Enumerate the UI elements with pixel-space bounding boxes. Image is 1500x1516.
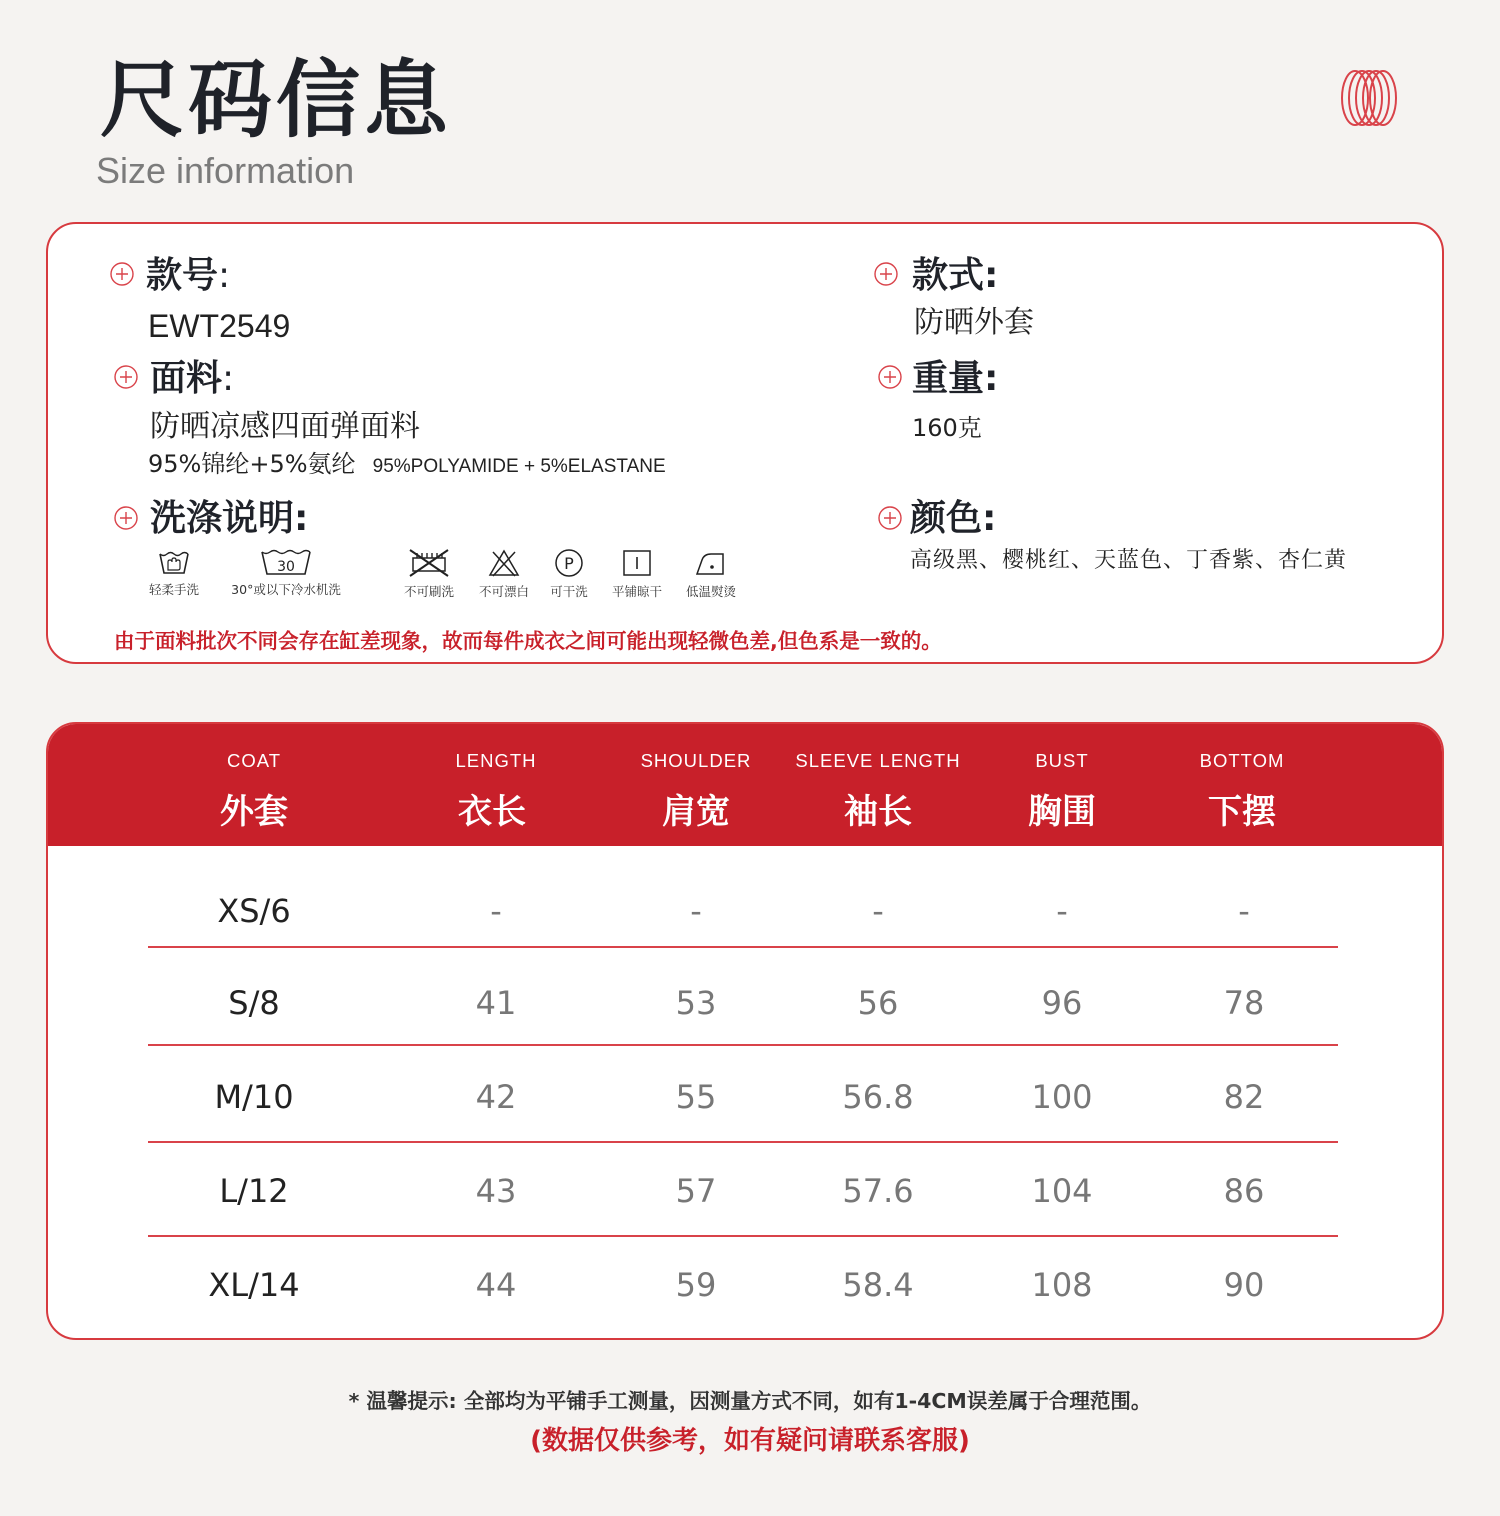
table-cell: - [490,892,502,930]
col-header-cn: 外套 [220,792,288,832]
care-no-bleach [472,548,536,600]
care-machine-wash [216,548,356,598]
table-cell-size: S/8 [228,984,280,1022]
care-label: 平铺晾干 [611,584,662,599]
page-title: 尺码信息 [100,51,453,149]
weight-value: 160克 [912,414,982,442]
plus-circle-icon [874,262,898,286]
table-cell: 59 [675,1266,717,1304]
machine-wash-30-icon [259,548,313,576]
style-no-value: EWT2549 [148,308,291,344]
color-label: 颜色: [910,498,997,539]
low-iron-icon [694,548,728,578]
col-header-cn: 肩宽 [662,792,730,832]
plus-circle-icon [114,506,138,530]
col-header-en: LENGTH [455,750,537,771]
care-label: 30°或以下冷水机洗 [231,582,341,597]
col-header-en: COAT [226,750,282,771]
fabric-value: 防晒凉感四面弹面料 [150,409,420,444]
col-header-en: SLEEVE LENGTH [795,750,961,771]
page-subtitle: Size information [96,150,355,191]
wash-label: 洗涤说明: [150,498,309,539]
col-header-cn: 衣长 [458,792,526,832]
table-cell: 41 [475,984,517,1022]
table-cell: 58.4 [842,1266,914,1304]
col-header-cn: 胸围 [1028,792,1096,832]
size-table-header [48,724,1442,846]
table-row [48,1144,1442,1238]
table-cell-size: XL/14 [208,1266,300,1304]
color-difference-warning: 由于面料批次不同会存在缸差现象，故而每件成衣之间可能出现轻微色差,但色系是一致的。 [114,629,942,653]
care-low-iron [678,548,744,600]
product-info-card [46,222,1444,664]
table-cell: 55 [675,1078,717,1116]
fabric-label: 面料 [150,358,223,399]
col-header-cn: 下摆 [1208,792,1276,832]
no-brush-icon [406,548,452,578]
table-cell: 96 [1041,984,1083,1022]
table-cell: 90 [1223,1266,1265,1304]
table-cell: 78 [1223,984,1265,1022]
table-cell: 56.8 [842,1078,914,1116]
care-hand-wash [146,548,202,598]
table-cell: 43 [475,1172,517,1210]
care-no-brush [396,548,462,600]
row-divider [148,1044,1338,1046]
care-label: 不可漂白 [478,584,529,599]
table-cell: - [690,892,702,930]
style-no-colon: : [218,255,231,296]
size-table [46,722,1444,1340]
col-header-en: BOTTOM [1199,750,1285,771]
row-divider [148,1235,1338,1237]
color-value: 高级黑、樱桃红、天蓝色、丁香紫、杏仁黄 [910,548,1348,573]
care-dry-clean [544,548,594,600]
col-header-en: SHOULDER [640,750,752,771]
table-cell-size: L/12 [219,1172,289,1210]
plus-circle-icon [114,365,138,389]
care-label: 低温熨烫 [685,584,736,599]
table-cell: 104 [1031,1172,1093,1210]
table-cell: - [1238,892,1250,930]
table-cell: 86 [1223,1172,1265,1210]
hand-wash-icon [157,548,191,576]
wash-temp-number: 30 [277,559,295,575]
table-cell: 44 [475,1266,517,1304]
care-label: 轻柔手洗 [148,582,199,597]
table-cell-size: XS/6 [217,892,291,930]
reference-note: (数据仅供参考，如有疑问请联系客服) [530,1426,970,1456]
composition-en: 95%POLYAMIDE + 5%ELASTANE [372,456,666,477]
col-header-en: BUST [1035,750,1089,771]
plus-circle-icon [878,506,902,530]
table-cell: 56 [857,984,899,1022]
plus-circle-icon [110,262,134,286]
table-cell: 57 [675,1172,717,1210]
weight-label: 重量: [912,358,999,399]
table-row [48,956,1442,1050]
col-header-cn: 袖长 [844,792,912,832]
type-label: 款式: [912,255,999,296]
table-cell: 108 [1031,1266,1093,1304]
no-bleach-icon [487,548,521,578]
table-cell: 82 [1223,1078,1265,1116]
table-row [48,1050,1442,1144]
care-flat-dry [604,548,670,600]
measurement-note: * 温馨提示: 全部均为平铺手工测量，因测量方式不同，如有1-4CM误差属于合理范围。 [348,1389,1152,1413]
composition-cn: 95%锦纶+5%氨纶 [148,450,356,478]
plus-circle-icon [878,365,902,389]
care-label: 不可刷洗 [403,584,454,599]
table-cell: - [872,892,884,930]
dry-clean-letter: P [564,554,574,573]
table-row [48,864,1442,958]
table-cell: 53 [675,984,717,1022]
type-value: 防晒外套 [914,305,1034,340]
care-label: 可干洗 [550,584,588,599]
table-cell: 42 [475,1078,517,1116]
flat-dry-icon [621,548,653,578]
table-cell: 57.6 [842,1172,914,1210]
table-cell: 100 [1031,1078,1093,1116]
brand-rings-icon [1338,68,1400,128]
table-cell-size: M/10 [214,1078,294,1116]
row-divider [148,1141,1338,1143]
fabric-colon: : [222,358,235,399]
style-no-label: 款号 [146,255,219,296]
table-row [48,1238,1442,1332]
table-cell: - [1056,892,1068,930]
row-divider [148,946,1338,948]
dry-clean-p-icon [553,548,585,578]
